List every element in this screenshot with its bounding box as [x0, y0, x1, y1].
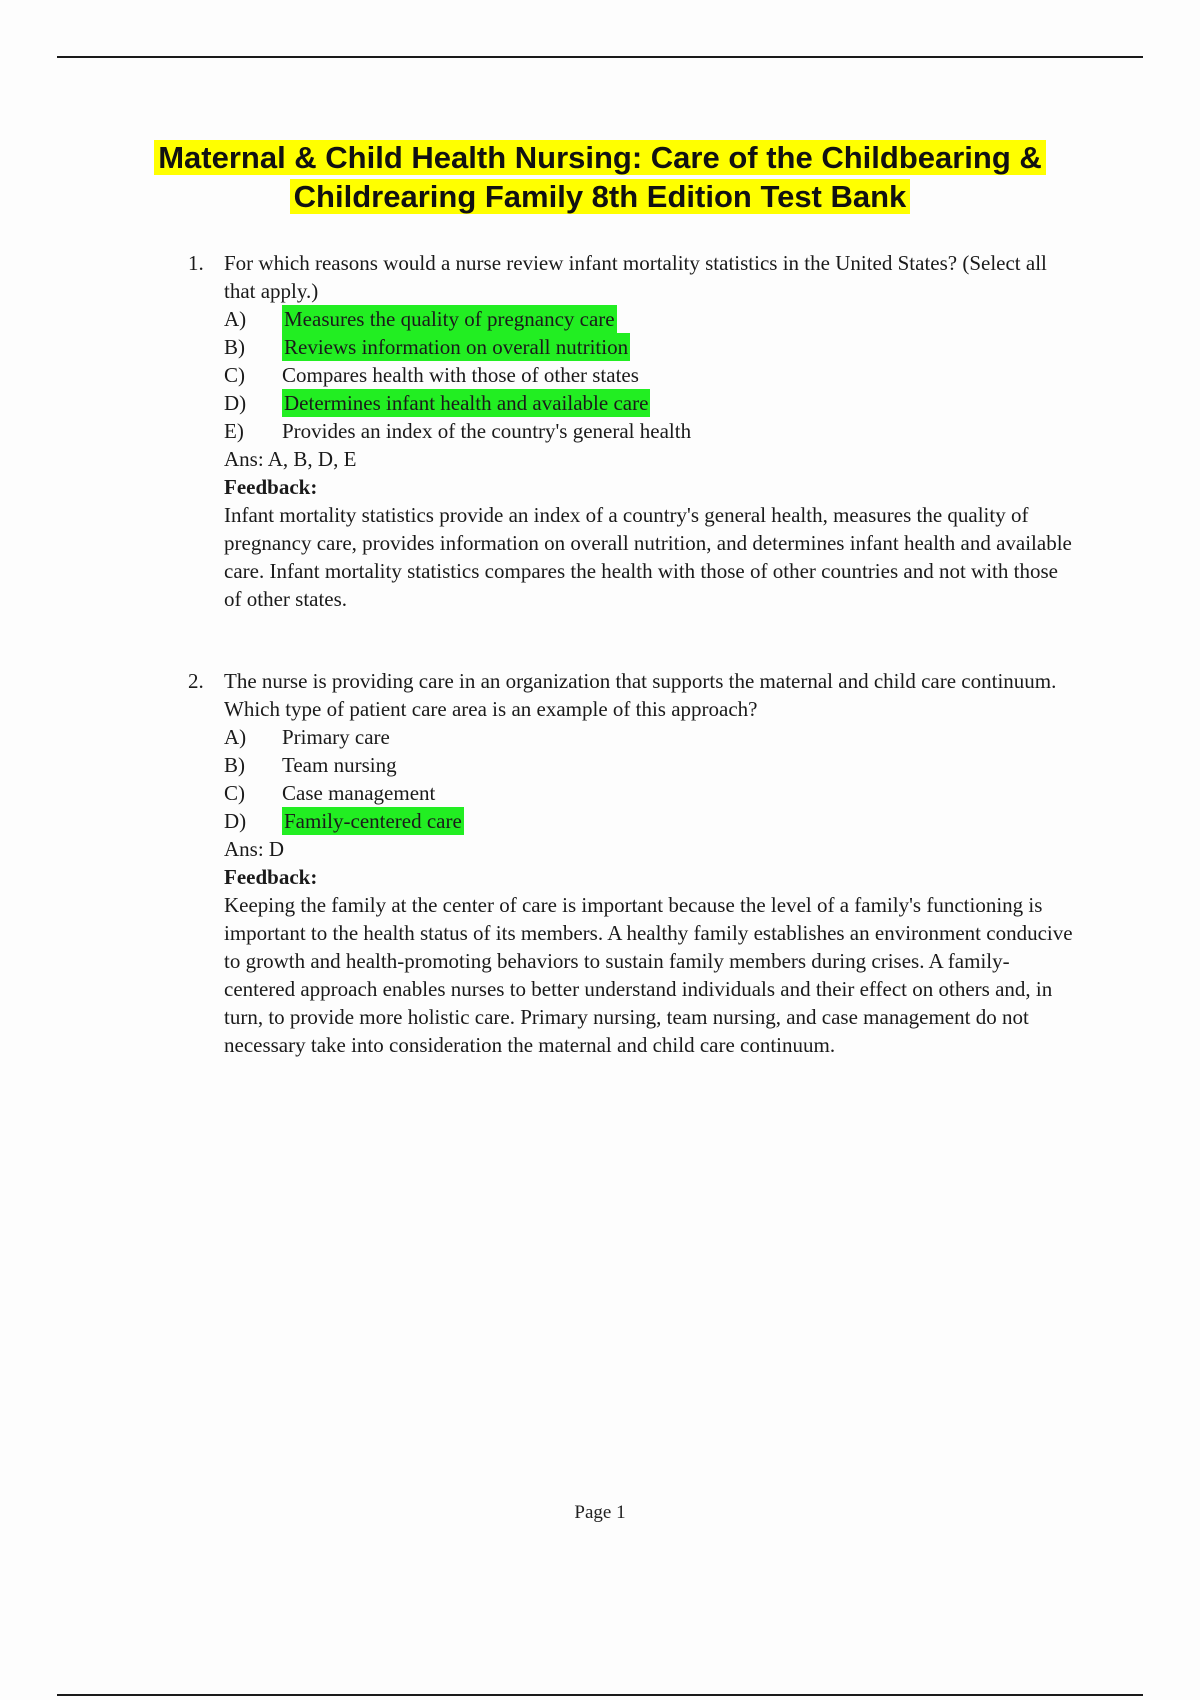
feedback-label: Feedback:	[224, 865, 318, 889]
option-letter: E)	[224, 419, 244, 443]
answer-line: Ans: A, B, D, E	[224, 447, 357, 471]
option-b	[224, 333, 1080, 361]
option-text: Case management	[282, 781, 436, 805]
option-text-correct: Family-centered care	[284, 809, 462, 833]
top-rule	[57, 56, 1143, 58]
feedback-text: Infant mortality statistics provide an index of a country's general health, measures the quality of pregnancy care, provides information on overall nutrition, and determines infant health and available care. Infant mortality statistics compares the health with those of other countries and not with those of other states.	[224, 503, 1072, 611]
option-text-correct: Reviews information on overall nutrition	[284, 335, 629, 359]
option-list	[224, 723, 1080, 835]
option-d	[224, 389, 1080, 417]
question-stem: For which reasons would a nurse review infant mortality statistics in the United States? (Select all that apply.)	[224, 251, 1047, 303]
question-stem: The nurse is providing care in an organization that supports the maternal and child care continuum. Which type of patient care area is an example of this approach?	[224, 669, 1057, 721]
option-c	[224, 779, 1080, 807]
option-a	[224, 723, 1080, 751]
option-b	[224, 751, 1080, 779]
option-letter: C)	[224, 781, 245, 805]
option-list	[224, 305, 1080, 445]
question-number: 1.	[188, 251, 204, 275]
option-letter: C)	[224, 363, 245, 387]
option-a	[224, 305, 1080, 333]
option-d	[224, 807, 1080, 835]
option-letter: D)	[224, 391, 247, 415]
bottom-rule	[57, 1694, 1143, 1696]
option-c	[224, 361, 1080, 389]
page-title	[120, 138, 1080, 216]
question-2	[190, 667, 1080, 1059]
feedback-text: Keeping the family at the center of care is important because the level of a family's functioning is important to the health status of its members. A healthy family establishes an environment conducive to growth and health-promoting behaviors to sustain family members during crises. A family-centered approach enables nurses to better understand individuals and their effect on others and, in turn, to provide more holistic care. Primary nursing, team nursing, and case management do not necessary take into consideration the maternal and child care continuum.	[224, 893, 1073, 1057]
option-letter: B)	[224, 335, 245, 359]
option-text-correct: Measures the quality of pregnancy care	[284, 307, 615, 331]
option-letter: B)	[224, 753, 245, 777]
page-number: Page 1	[574, 1502, 626, 1523]
option-e	[224, 417, 1080, 445]
question-number: 2.	[188, 669, 204, 693]
title-text: Maternal & Child Health Nursing: Care of the Childbearing & Childrearing Family 8th Edition Test Bank	[154, 140, 1046, 214]
option-text: Team nursing	[282, 753, 397, 777]
option-text: Primary care	[282, 725, 390, 749]
option-text: Provides an index of the country's general health	[282, 419, 692, 443]
option-letter: D)	[224, 809, 247, 833]
question-1	[190, 249, 1080, 613]
feedback-label: Feedback:	[224, 475, 318, 499]
option-text: Compares health with those of other states	[282, 363, 639, 387]
option-letter: A)	[224, 307, 247, 331]
answer-line: Ans: D	[224, 837, 285, 861]
option-letter: A)	[224, 725, 247, 749]
option-text-correct: Determines infant health and available care	[284, 391, 649, 415]
